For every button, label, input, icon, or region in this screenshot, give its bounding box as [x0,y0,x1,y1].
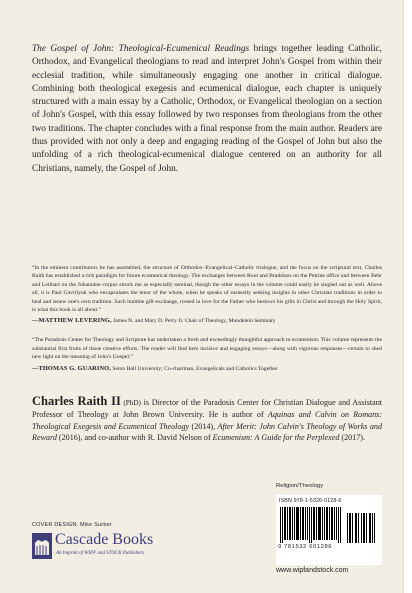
publisher-tagline: An Imprint of WIPF and STOCK Publishers [56,551,145,556]
price-code-bars [346,507,378,543]
bio-text: is Director of the Paradosis Center for Christian Dialogue and Assistant Professor of Theology at John Brown University. He is author of [32,398,382,420]
book-description [32,43,382,176]
cascade-icon [32,533,52,559]
endorser-affiliation: Seton Hall University; Co-chairman, Evangelicals and Catholics Together [110,365,278,372]
author-name: Charles Raith II [32,394,121,408]
barcode [276,495,382,565]
bio-text: (2016), and co-author with R. David Nelson of [56,433,213,443]
publisher-website[interactable]: www.wipfandstock.com [276,567,349,574]
endorsement-levering [32,264,382,325]
endorsement-guarino [32,336,382,372]
endorser-name: —THOMAS G. GUARINO, [32,364,111,372]
endorsement-quote: “In the eminent contributors he has assembled, the structure of Orthodox–Evangelical–Catholic trialogue, and the focus on the scriptural text, Charles Raith has established a rich paradigm for future ecumenical theology. The exchanges between Root and Bradshaw on the Petrine office and between Behr and Leithart on the Johannine corpus struck me as especially seminal, though the other essays in the volume could easily be singled out as well. Above all, it is Paul Gavrilyuk who encapsulates the tenor of the whole, when he speaks of earnestly seeking insights in other Christian traditions in order to heal and renew one's own tradition. Such humble gift-exchange, rooted in love for the Father who bestows his gifts in Christ and through the Holy Spirit, is what this book is all about.” [32,265,382,314]
bio-text: (2014), [189,421,218,431]
publisher-logo [32,531,162,563]
description-text: brings together leading Catholic, Orthodox, and Evangelical theologians to read and interpret John's Gospel from within their ecclesial tradition, while simultaneously engaging one another in critical dialogue. Combining both theological exegesis and ecumenical dialogue, each chapter is uniquely structured with a main essay by a Catholic, Orthodox, or Evangelical theologian on a section of John's Gospel, with this essay followed by two responses from theologians from the other two traditions. The chapter concludes with a final response from the main author. Readers are thus provided with not only a deep and engaging reading of the Gospel of John but also the unfolding of a rich theological-ecumenical dialogue centered on an authority for all Christians, namely, the Gospel of John. [32,44,382,174]
endorsement-author [32,365,382,373]
endorsement-quote: “The Paradosis Center for Theology and Scripture has undertaken a fresh and exceedingly thoughtful approach to ecumenism. This volume represents the substantial first fruits of those creative efforts. The reader will find here incisive and engaging essays—along with vigorous responses—certain to shed new light on the meaning of John's Gospel.” [32,337,382,361]
book-title: The Gospel of John: Theological-Ecumenical Readings [32,44,250,54]
endorsements [32,264,382,384]
book-title-3: Ecumenism: A Guide for the Perplexed [212,433,340,443]
endorser-name: —MATTHEW LEVERING, [32,317,112,325]
spine-edge [403,0,412,593]
barcode-digits: 9 781532 601286 [278,544,333,550]
bio-text: (2017). [339,433,365,443]
endorser-affiliation: James N. and Mary D. Perry Jr. Chair of Theology, Mundelein Seminary [111,318,276,325]
publisher-name: Cascade Books [55,531,154,548]
book-title-1: Aquinas and Calvin on Romans: Theological Exegesis and Ecumenical Theology [32,410,382,431]
book-title-2: After Merit: John Calvin's Theology of Works and Reward [32,421,382,443]
endorsement-author [32,317,382,325]
category-label: Religion/Theology [276,483,324,489]
author-bio [32,396,382,444]
author-degree: (PhD) [120,399,141,407]
cover-design-credit: COVER DESIGN: Mike Surber [32,522,112,528]
isbn-label: ISBN 978-1-5326-0128-6 [279,498,342,504]
